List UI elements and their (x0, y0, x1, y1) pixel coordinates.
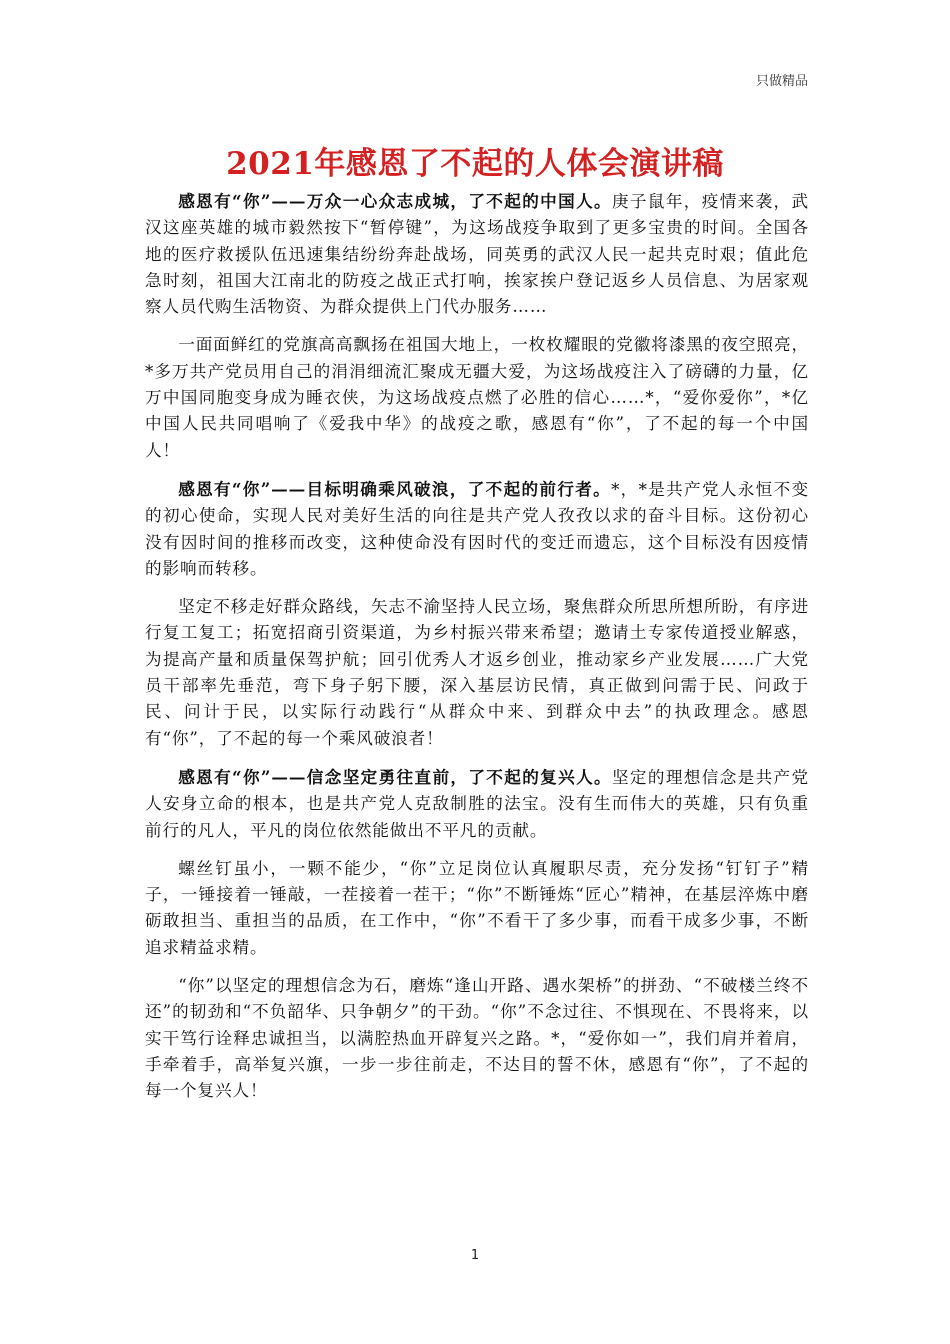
paragraph-5 (145, 764, 809, 844)
paragraph-1-lead: 感恩有“你”——万众一心众志成城，了不起的中国人。 (178, 191, 612, 211)
paragraph-1 (145, 188, 809, 320)
paragraph-3 (145, 476, 809, 582)
paragraph-5-lead: 感恩有“你”——信念坚定勇往直前，了不起的复兴人。 (178, 766, 612, 787)
paragraph-2-text: 一面面鲜红的党旗高高飘扬在祖国大地上，一枚枚耀眼的党徽将漆黑的夜空照亮，*多万共产党员用自己的涓涓细流汇聚成无疆大爱，为这场战疫注入了磅礴的力量，亿万中国同胞变身成为睡衣侠，为这场战疫点燃了必胜的信心……*，“爱你爱你”，*亿中国人民共同唱响了《爱我中华》的战疫之歌，感恩有“你”，了不起的每一个中国人！ (145, 335, 809, 460)
paragraph-3-lead: 感恩有“你”——目标明确乘风破浪，了不起的前行者。 (178, 478, 612, 499)
paragraph-3-text: *，*是共产党人永恒不变的初心使命，实现人民对美好生活的向往是共产党人孜孜以求的奋斗目标。这份初心没有因时间的推移而改变，这种使命没有因时代的变迁而遗忘，这个目标没有因疫情的影响而转移。 (145, 479, 809, 578)
paragraph-5-text: 坚定的理想信念是共产党人安身立命的根本，也是共产党人克敌制胜的法宝。没有生而伟大的英雄，只有负重前行的凡人，平凡的岗位依然能做出不平凡的贡献。 (145, 767, 809, 840)
paragraph-7 (145, 973, 809, 1104)
paragraph-4 (145, 594, 809, 752)
paragraph-2 (145, 332, 809, 463)
paragraph-7-text: “你”以坚定的理想信念为石，磨炼“逢山开路、遇水架桥”的拼劲、“不破楼兰终不还”的韧劲和“不负韶华、只争朝夕”的干劲。“你”不念过往、不惧现在、不畏将来，以实干笃行诠释忠诚担当，以满腔热血开辟复兴之路。*，“爱你如一”，我们肩并着肩，手牵着手，高举复兴旗，一步一步往前走，不达目的誓不休，感恩有“你”，了不起的每一个复兴人！ (145, 976, 809, 1101)
paragraph-6 (145, 856, 809, 961)
page-title: 2021年感恩了不起的人体会演讲稿 (226, 146, 724, 182)
header-note: 只做精品 (755, 74, 808, 89)
paragraph-1-text: 庚子鼠年，疫情来袭，武汉这座英雄的城市毅然按下“暂停键”，为这场战疫争取到了更多宝贵的时间。全国各地的医疗救援队伍迅速集结纷纷奔赴战场，同英勇的武汉人民一起共克时艰；值此危急时刻，祖国大江南北的防疫之战正式打响，挨家挨户登记返乡人员信息、为居家观察人员代购生活物资、为群众提供上门代办服务…… (145, 192, 809, 317)
page-number: 1 (470, 1248, 480, 1263)
paragraph-6-text: 螺丝钉虽小，一颗不能少，“你”立足岗位认真履职尽责，充分发扬“钉钉子”精子，一锤接着一锤敲，一茬接着一茬干；“你”不断锤炼“匠心”精神，在基层淬炼中磨砺敢担当、重担当的品质，在工作中，“你”不看干了多少事，而看干成多少事，不断追求精益求精。 (145, 858, 809, 957)
document-body (145, 188, 809, 1117)
paragraph-4-text: 坚定不移走好群众路线，矢志不渝坚持人民立场，聚焦群众所思所想所盼，有序进行复工复工；拓宽招商引资渠道，为乡村振兴带来希望；邀请土专家传道授业解惑，为提高产量和质量保驾护航；回引优秀人才返乡创业，推动家乡产业发展……广大党员干部率先垂范，弯下身子躬下腰，深入基层访民情，真正做到问需于民、问政于民、问计于民，以实际行动践行“从群众中来、到群众中去”的执政理念。感恩有“你”，了不起的每一个乘风破浪者！ (145, 597, 809, 748)
